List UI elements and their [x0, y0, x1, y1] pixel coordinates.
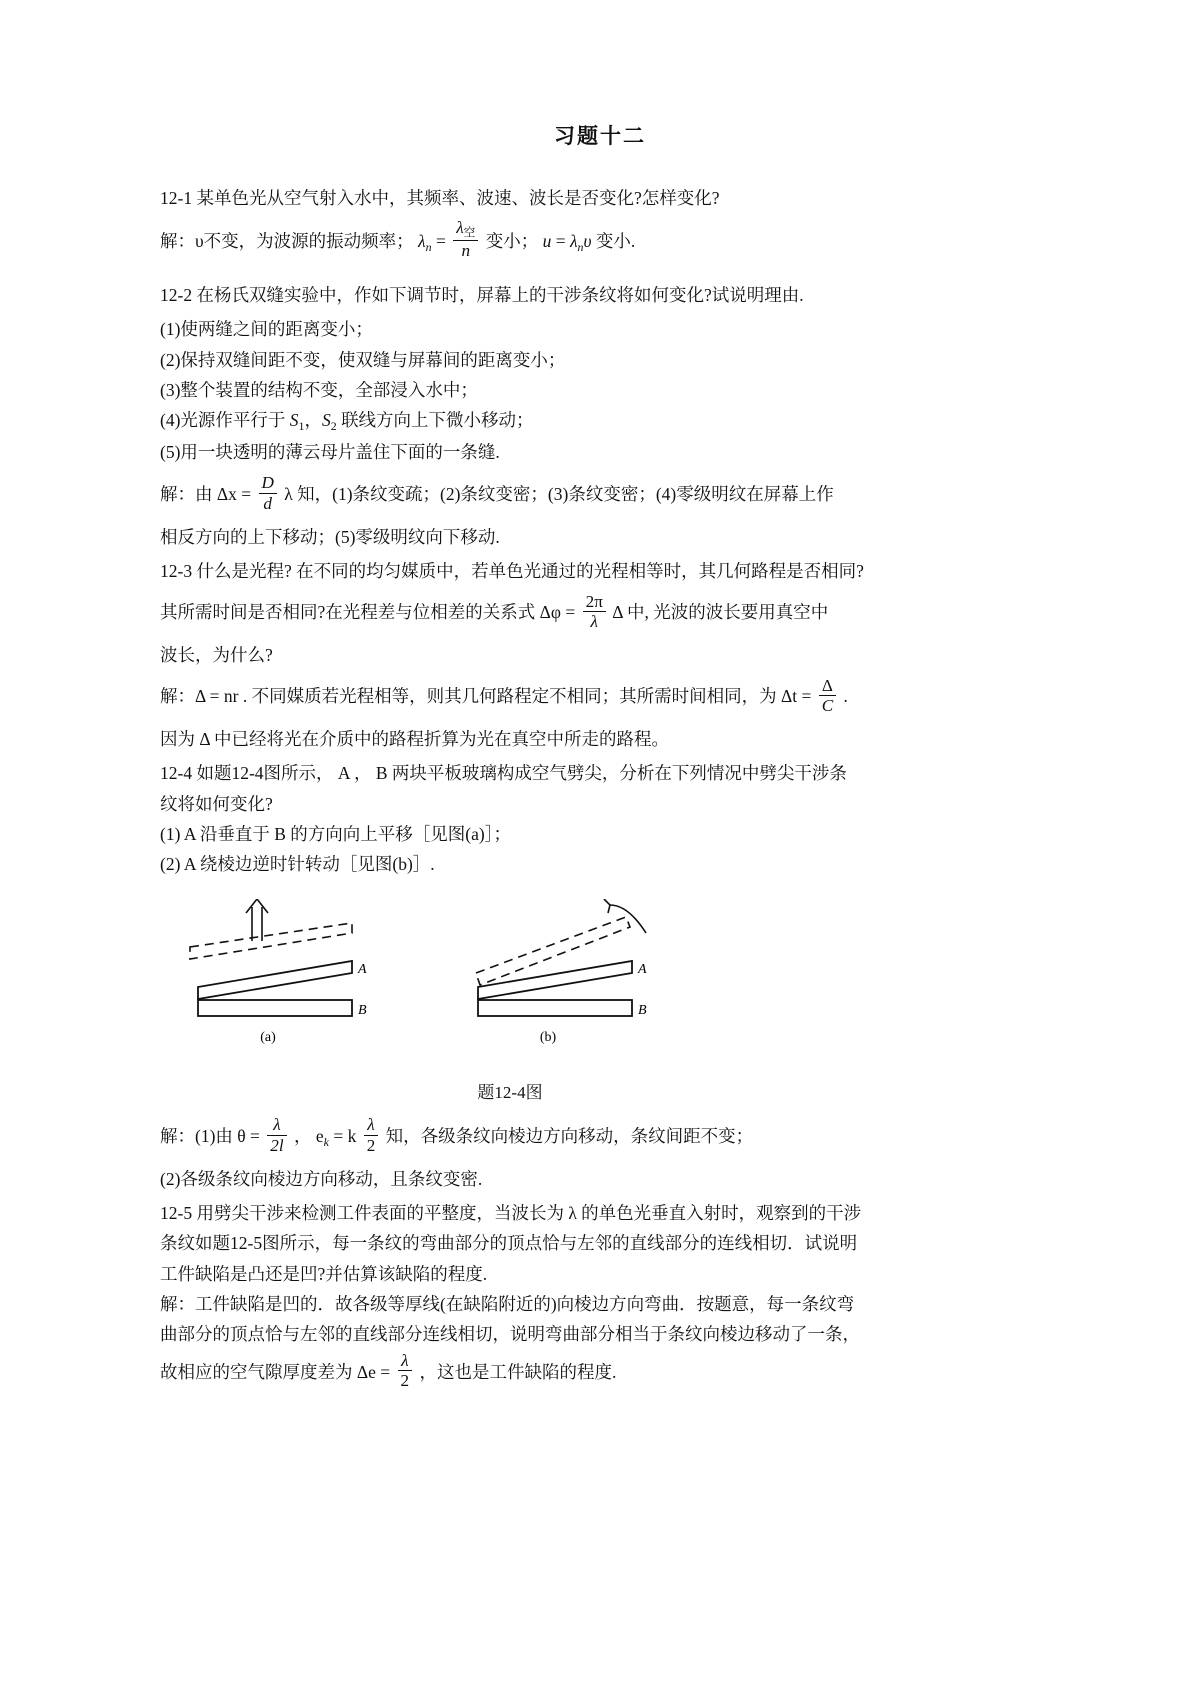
problem-12-2-item-3: (3)整个装置的结构不变，全部浸入水中； — [160, 379, 478, 400]
problem-12-3-answer-line1 — [160, 675, 1040, 719]
problem-12-4-answer-line1 — [160, 1115, 1040, 1159]
answer-lead: 故相应的空气隙厚度差为 Δe = — [160, 1361, 391, 1382]
answer-tail: . — [843, 686, 848, 707]
problem-12-2-item-2: (2)保持双缝间距不变，使双缝与屏幕间的距离变小； — [160, 349, 566, 370]
figure-12-4b — [460, 899, 720, 1059]
problem-12-2-answer-line1 — [160, 473, 1040, 517]
problem-12-5-answer-line1: 解：工件缺陷是凹的．故各级等厚线(在缺陷附近的)向棱边方向弯曲．按题意，每一条纹弯 — [160, 1293, 855, 1314]
page-title: 习题十二 — [554, 124, 646, 148]
fraction-lambda-over-n: $\frac{\lambda_空}{n}$ — [453, 218, 478, 260]
problem-12-3-question-line1 — [160, 557, 1040, 585]
rotate-arrow-icon — [604, 899, 646, 933]
fraction-2pi-over-lambda: $\frac{2\pi}{\lambda}$ — [583, 592, 606, 631]
answer-label: 解： — [160, 231, 195, 252]
answer-tail: λ 知，(1)条纹变疏；(2)条纹变密；(3)条纹变密；(4)零级明纹在屏幕上作 — [284, 483, 834, 504]
figure-sublabel-b: (b) — [539, 1029, 557, 1045]
problem-12-5-number: 12-5 — [160, 1202, 193, 1223]
label-b: B — [358, 1002, 367, 1018]
problem-12-4-question-line2: 纹将如何变化? — [160, 793, 273, 814]
problem-12-1-answer: 解：υ不变，为波源的振动频率； $\lambda_n$ = $\frac{\lambda_空}{n}$ 变小； $u = \lambda_n\upsilon$ 变小. — [160, 218, 636, 261]
problem-12-1-number: 12-1 — [160, 188, 193, 208]
problem-12-4-question-line1 — [160, 759, 1040, 787]
problem-12-3-text: 什么是光程? 在不同的均匀媒质中，若单色光通过的光程相等时，其几何路程是否相同? — [196, 560, 864, 581]
problem-12-2-number: 12-2 — [160, 284, 193, 305]
problem-12-5-answer-line2: 曲部分的顶点恰与左邻的直线部分连线相切，说明弯曲部分相当于条纹向棱边移动了一条， — [160, 1324, 860, 1345]
problem-12-3-answer-line2: 因为 Δ 中已经将光在介质中的路程折算为光在真空中所走的路程。 — [160, 729, 670, 750]
problem-12-3-number: 12-3 — [160, 560, 193, 581]
figure-sublabel-a: (a) — [260, 1029, 276, 1045]
label-a: A — [358, 961, 367, 977]
problem-12-1-question — [160, 184, 1040, 212]
figure-12-4b-svg — [460, 899, 720, 1059]
question-lead: 其所需时间是否相同?在光程差与位相差的关系式 Δφ = — [160, 602, 576, 623]
problem-12-2-item-4: (4)光源作平行于 $S_1$，$S_2$ 联线方向上下微小移动； — [160, 410, 534, 434]
fraction-lambda-over-2: $\frac{\lambda}{2}$ — [364, 1115, 379, 1154]
problem-12-3-question-line2 — [160, 591, 1040, 635]
subscript-k: k — [323, 1134, 329, 1149]
problem-12-2-answer-line2: 相反方向的上下移动；(5)零级明纹向下移动. — [160, 526, 500, 547]
document-content — [160, 120, 1040, 1400]
answer-mid2: = k — [333, 1125, 357, 1146]
fraction-delta-over-C: $\frac{\Delta}{C}$ — [819, 676, 836, 715]
answer-text-1: υ不变，为波源的振动频率； — [195, 231, 414, 252]
plate-b — [198, 1000, 352, 1016]
answer-lead: 解：由 Δx = — [160, 483, 252, 504]
figure-12-4-caption: 题12-4图 — [477, 1082, 543, 1102]
problem-12-1-text: 某单色光从空气射入水中，其频率、波速、波长是否变化?怎样变化? — [196, 188, 720, 208]
answer-mid: ， e — [294, 1125, 324, 1146]
problem-12-5-text: 用劈尖干涉来检测工件表面的平整度，当波长为 λ 的单色光垂直入射时，观察到的干涉 — [196, 1202, 862, 1223]
label-a: A — [638, 961, 647, 977]
fraction-D-over-d: $\frac{D}{d}$ — [259, 473, 277, 512]
answer-tail: ，这也是工件缺陷的程度. — [419, 1361, 617, 1382]
problem-12-4-item-2: (2) A 绕棱边逆时针转动［见图(b)］. — [160, 854, 435, 875]
problem-12-2-item-1: (1)使两缝之间的距离变小； — [160, 319, 373, 340]
figure-12-4a — [180, 899, 440, 1059]
problem-12-5-question-line1 — [160, 1199, 1040, 1227]
problem-12-2-text: 在杨氏双缝实验中，作如下调节时，屏幕上的干涉条纹将如何变化?试说明理由. — [196, 284, 804, 305]
problem-12-5-question-line3: 工件缺陷是凸还是凹?并估算该缺陷的程度. — [160, 1263, 488, 1284]
label-b: B — [638, 1002, 647, 1018]
problem-12-5-answer-line3 — [160, 1351, 1040, 1395]
plate-a — [478, 961, 632, 999]
answer-lead: 解：(1)由 θ = — [160, 1125, 260, 1146]
problem-12-2-question — [160, 281, 1040, 309]
plate-a — [198, 961, 352, 999]
fraction-lambda-over-2: $\frac{\lambda}{2}$ — [398, 1351, 413, 1390]
problem-12-5-question-line2: 条纹如题12-5图所示，每一条纹的弯曲部分的顶点恰与左邻的直线部分的连线相切．试说明 — [160, 1233, 858, 1254]
up-arrow-icon — [246, 899, 268, 941]
problem-12-4-text: 如题12-4图所示， A ， B 两块平板玻璃构成空气劈尖，分析在下列情况中劈尖干涉条 — [196, 763, 847, 784]
fraction-lambda-over-2l: $\frac{\lambda}{2l}$ — [267, 1115, 286, 1154]
answer-lead: 解：Δ = nr . 不同媒质若光程相等，则其几何路程定不相同；其所需时间相同，为 Δt = — [160, 686, 812, 707]
problem-12-2-item-5: (5)用一块透明的薄云母片盖住下面的一条缝. — [160, 442, 500, 463]
problem-12-4-number: 12-4 — [160, 763, 193, 784]
answer-tail: 知，各级条纹向棱边方向移动，条纹间距不变； — [385, 1125, 754, 1146]
figure-12-4a-svg — [180, 899, 440, 1059]
problem-12-4-item-1: (1) A 沿垂直于 B 的方向向上平移［见图(a)］； — [160, 824, 511, 845]
dashed-plate-a — [190, 923, 352, 959]
plate-b — [478, 1000, 632, 1016]
problem-12-3-question-line3: 波长，为什么? — [160, 644, 273, 665]
lambda-n-symbol: $\lambda_n$ — [418, 231, 432, 254]
figure-12-4 — [160, 899, 1040, 1074]
problem-12-4-answer-line2: (2)各级条纹向棱边方向移动，且条纹变密. — [160, 1168, 483, 1189]
question-tail: Δ 中, 光波的波长要用真空中 — [612, 602, 829, 623]
